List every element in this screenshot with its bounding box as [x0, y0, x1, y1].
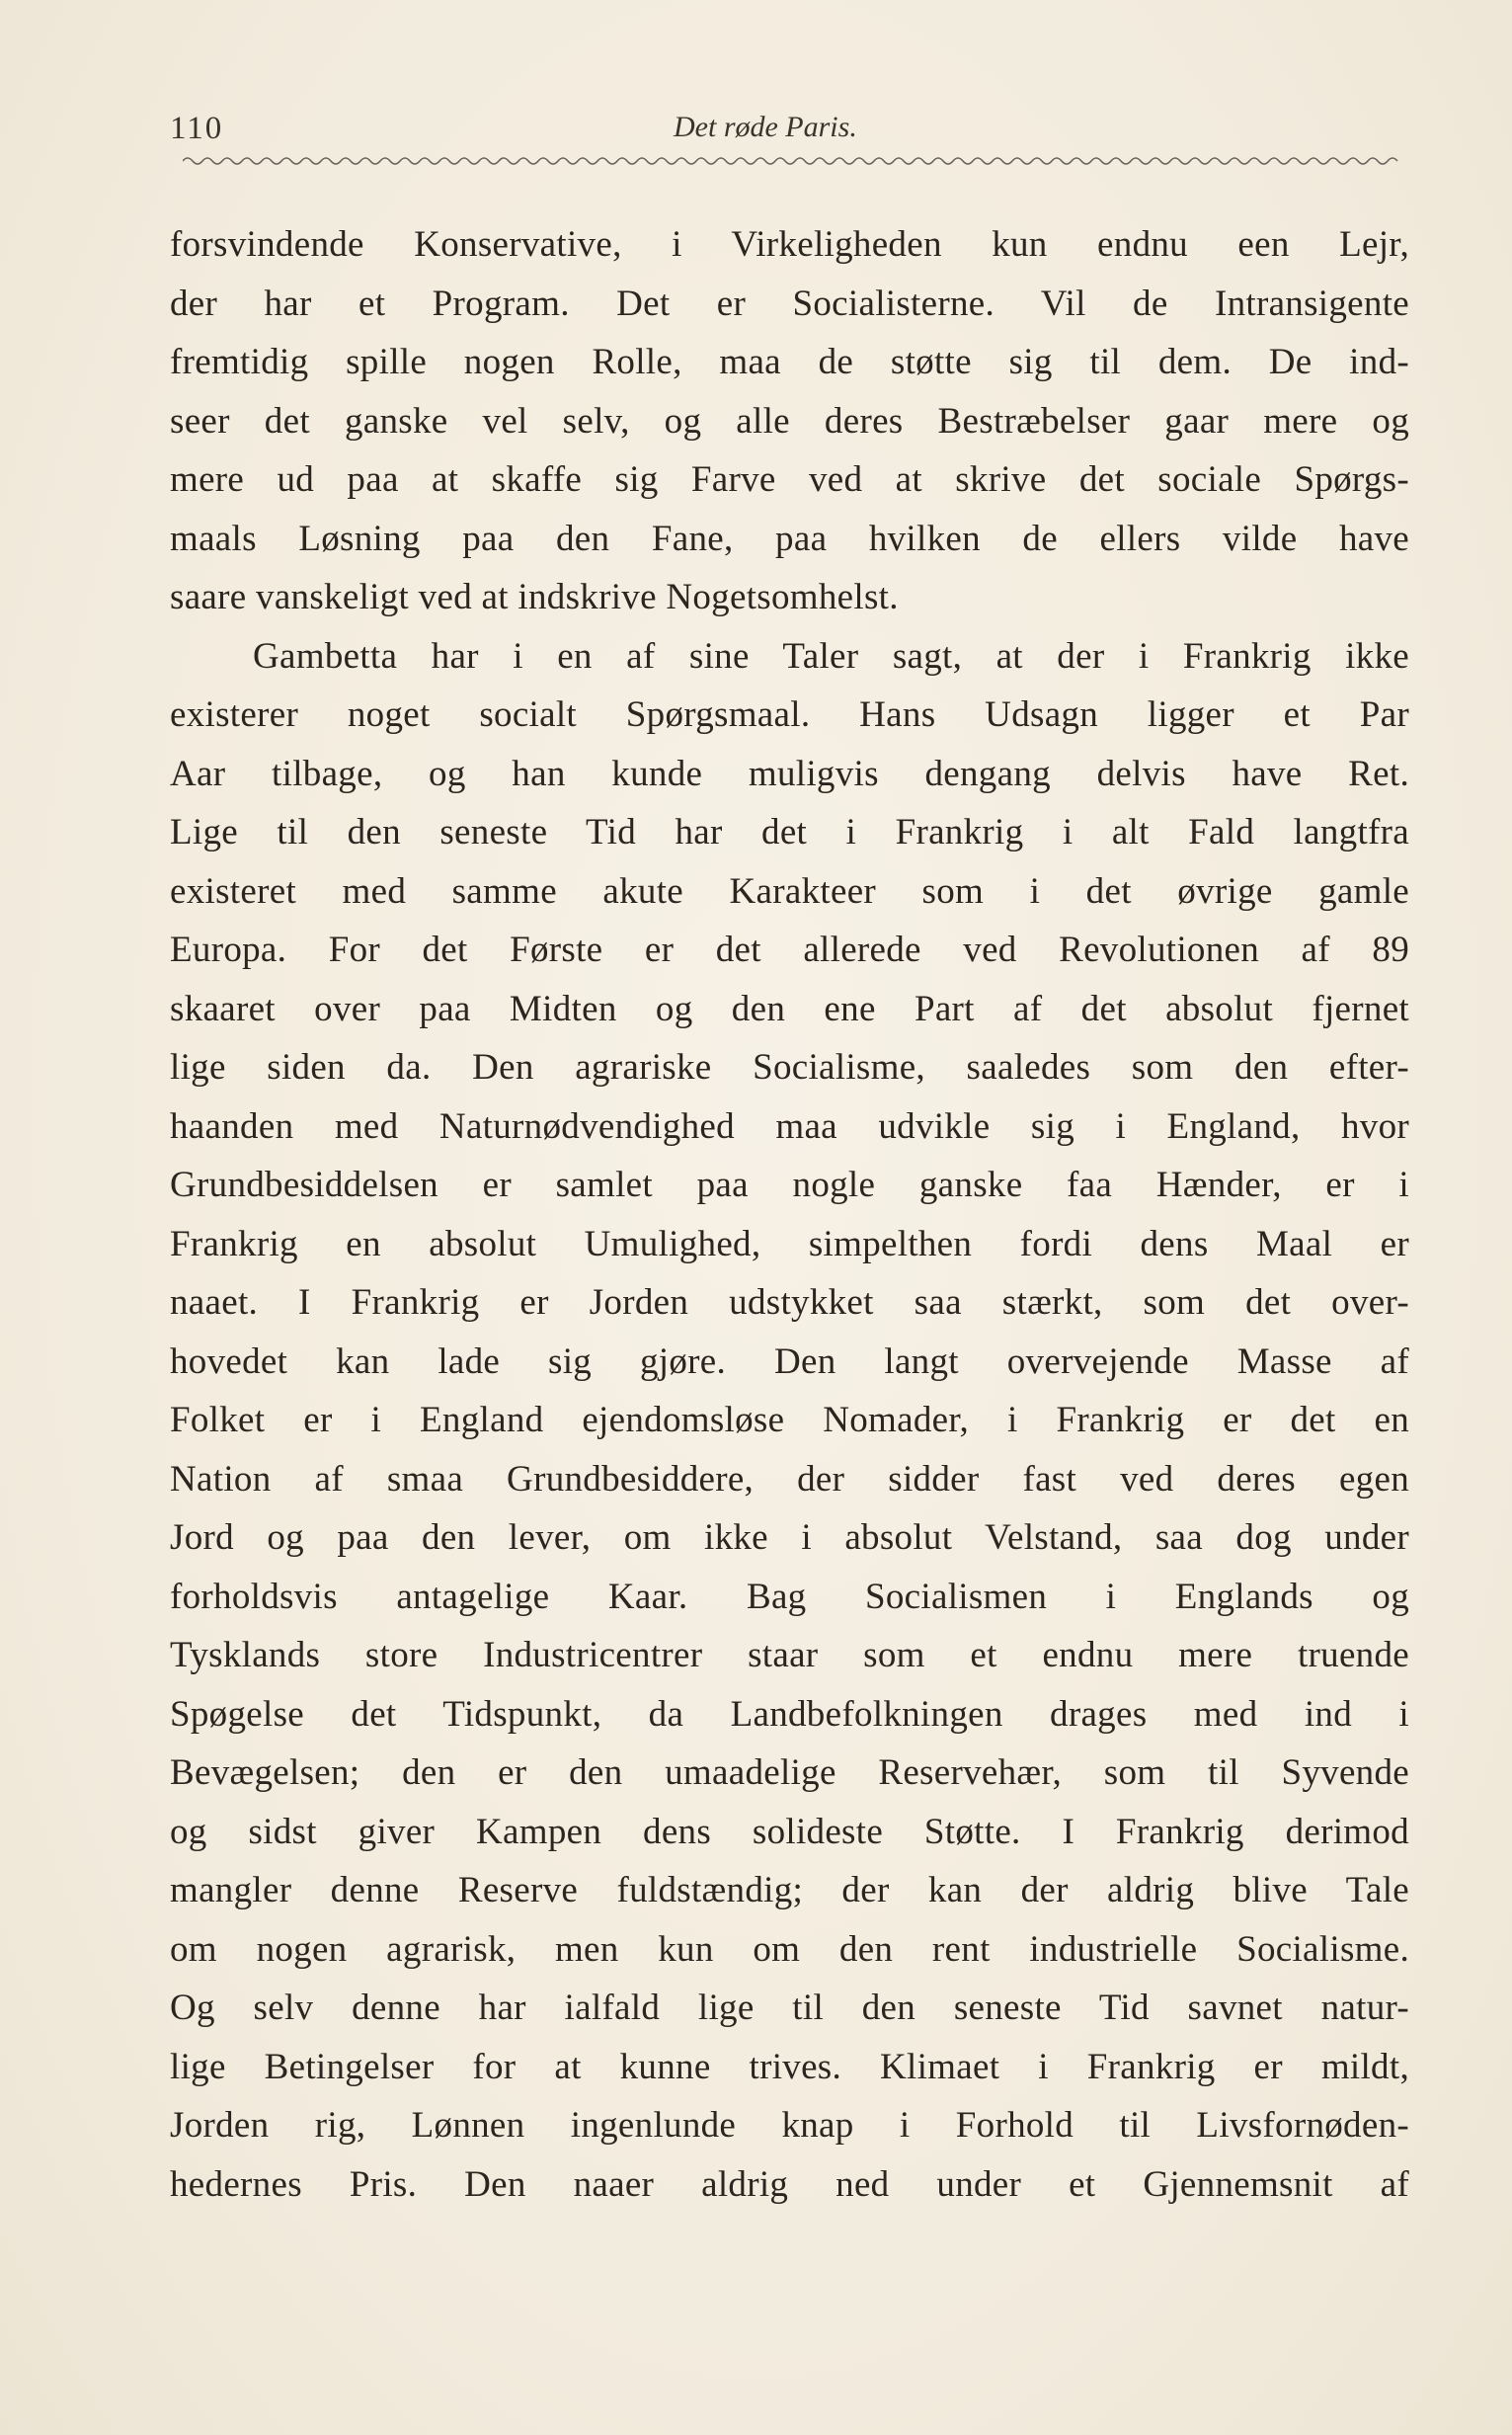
text-line: existeret med samme akute Karakteer som i det øvrige gamle: [170, 870, 1409, 912]
text-line: forholdsvis antagelige Kaar. Bag Socialismen i Englands og: [170, 1576, 1409, 1617]
text-line: Spøgelse det Tidspunkt, da Landbefolkningen drages med ind i: [170, 1693, 1409, 1735]
text-line: hedernes Pris. Den naaer aldrig ned under et Gjennemsnit af: [170, 2163, 1409, 2205]
text-line: Nation af smaa Grundbesiddere, der sidder fast ved deres egen: [170, 1458, 1409, 1500]
text-line: saare vanskeligt ved at indskrive Nogetsomhelst.: [170, 577, 899, 617]
text-line: Og selv denne har ialfald lige til den seneste Tid savnet natur-: [170, 1988, 1409, 2028]
text-line: Jorden rig, Lønnen ingenlunde knap i Forhold til Livsfornøden-: [170, 2105, 1409, 2146]
text-line: lige siden da. Den agrariske Socialisme, saaledes som den efter-: [170, 1047, 1409, 1088]
text-line: og sidst giver Kampen dens solideste Støtte. I Frankrig derimod: [170, 1811, 1409, 1852]
text-line: mangler denne Reserve fuldstændig; der kan der aldrig blive Tale: [170, 1870, 1409, 1910]
body-text: [170, 215, 1409, 2214]
text-line: Gambetta har i en af sine Taler sagt, at der i Frankrig ikke: [253, 635, 1409, 677]
text-line: existerer noget socialt Spørgsmaal. Hans Udsagn ligger et Par: [170, 694, 1409, 735]
text-line: skaaret over paa Midten og den ene Part af det absolut fjernet: [170, 988, 1409, 1029]
text-line: seer det ganske vel selv, og alle deres Bestræbelser gaar mere og: [170, 400, 1409, 442]
text-line: haanden med Naturnødvendighed maa udvikle sig i England, hvor: [170, 1105, 1409, 1147]
text-line: maals Løsning paa den Fane, paa hvilken de ellers vilde have: [170, 518, 1409, 559]
text-line: fremtidig spille nogen Rolle, maa de støtte sig til dem. De ind-: [170, 342, 1409, 382]
text-line: der har et Program. Det er Socialisterne. Vil de Intransigente: [170, 283, 1409, 324]
text-line: Grundbesiddelsen er samlet paa nogle ganske faa Hænder, er i: [170, 1165, 1409, 1205]
text-line: forsvindende Konservative, i Virkeligheden kun endnu een Lejr,: [170, 224, 1409, 265]
text-line: Folket er i England ejendomsløse Nomader, i Frankrig er det en: [170, 1400, 1409, 1440]
text-line: Frankrig en absolut Umulighed, simpelthen fordi dens Maal er: [170, 1223, 1409, 1264]
text-line: Bevægelsen; den er den umaadelige Reservehær, som til Syvende: [170, 1752, 1409, 1793]
text-line: Aar tilbage, og han kunde muligvis dengang delvis have Ret.: [170, 753, 1409, 794]
text-line: Tysklands store Industricentrer staar som et endnu mere truende: [170, 1635, 1409, 1675]
text-line: Jord og paa den lever, om ikke i absolut Velstand, saa dog under: [170, 1517, 1409, 1558]
page-header: [170, 111, 1414, 150]
text-line: om nogen agrarisk, men kun om den rent industrielle Socialisme.: [170, 1928, 1409, 1970]
text-line: lige Betingelser for at kunne trives. Klimaet i Frankrig er mildt,: [170, 2046, 1409, 2087]
text-line: naaet. I Frankrig er Jorden udstykket saa stærkt, som det over-: [170, 1282, 1409, 1323]
text-line: mere ud paa at skaffe sig Farve ved at skrive det sociale Spørgs-: [170, 459, 1409, 500]
header-wavy-rule: [183, 154, 1407, 168]
page-number: 110: [170, 111, 224, 146]
text-line: Europa. For det Første er det allerede ved Revolutionen af 89: [170, 930, 1409, 970]
text-line: Lige til den seneste Tid har det i Frankrig i alt Fald langtfra: [170, 812, 1409, 852]
text-line: hovedet kan lade sig gjøre. Den langt overvejende Masse af: [170, 1340, 1409, 1382]
running-title: Det røde Paris.: [674, 111, 857, 143]
